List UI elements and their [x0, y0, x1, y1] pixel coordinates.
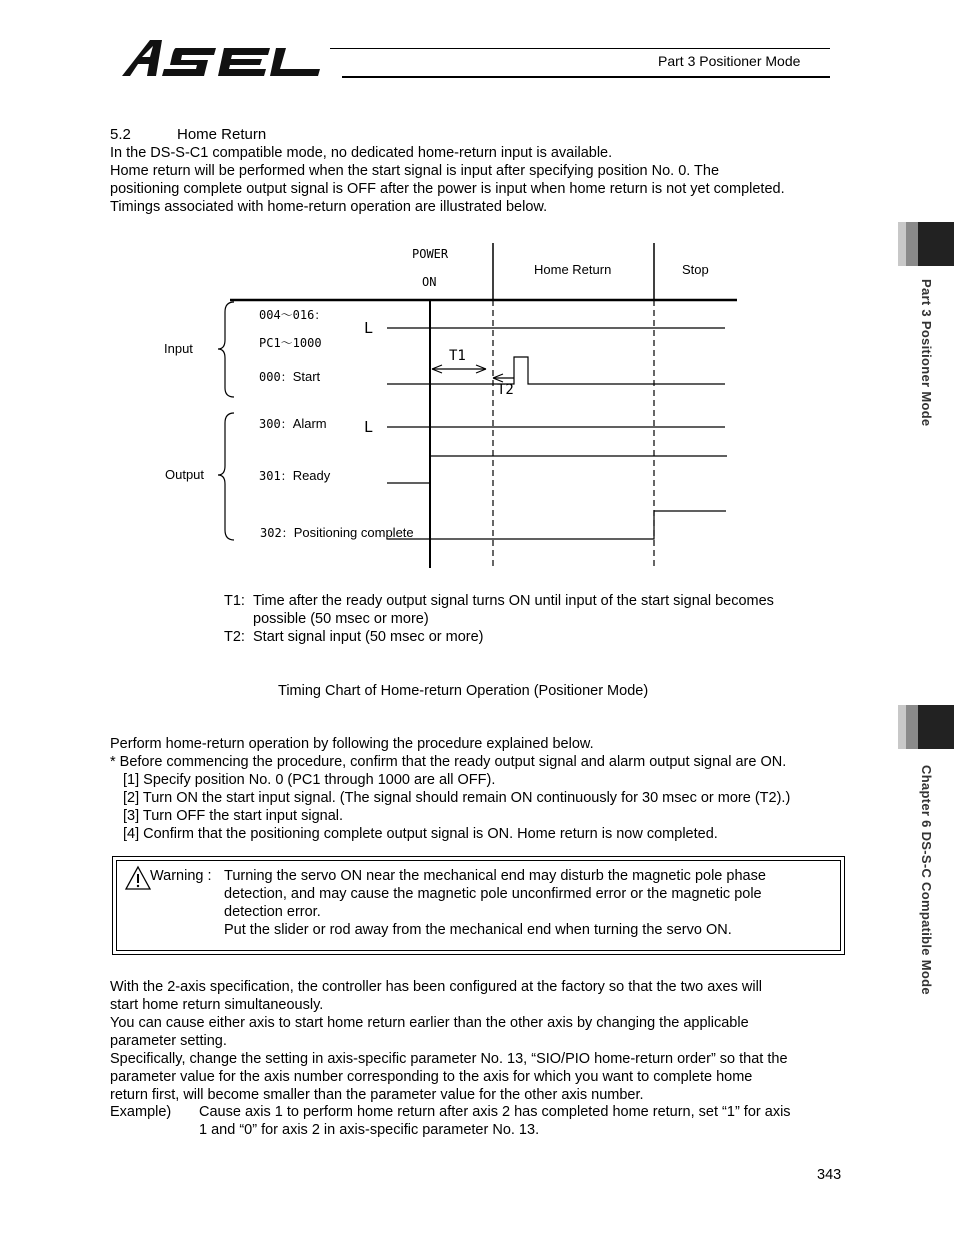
example-line1: Cause axis 1 to perform home return after axis 2 has completed home return, set “1” for axis: [199, 1104, 791, 1120]
signal-start-line: [387, 357, 725, 384]
procedure-note: * Before commencing the procedure, confirm that the ready output signal and alarm output signal are ON.: [110, 754, 787, 770]
two-axis-line: You can cause either axis to start home return earlier than the other axis by changing the applicable: [110, 1015, 749, 1031]
intro-line: Home return will be performed when the start signal is input after specifying position No. 0. The: [110, 163, 720, 179]
signal-004-016-label: 004～016：: [259, 308, 327, 322]
note-t1-line1: Time after the ready output signal turns ON until input of the start signal becomes: [253, 593, 774, 609]
note-t2-key: T2:: [224, 629, 245, 645]
procedure-step: [3] Turn OFF the start input signal.: [123, 808, 344, 824]
input-brace: [218, 302, 234, 397]
page-number: 343: [817, 1167, 842, 1183]
input-group-label: Input: [164, 341, 193, 356]
level-l-position: L: [364, 319, 374, 337]
signal-start-name: Start: [292, 369, 321, 384]
intro-line: positioning complete output signal is OFF after the power is input when home return is not yet completed.: [110, 181, 785, 197]
signal-complete-label: [260, 524, 414, 542]
signal-ready-label: [259, 467, 330, 485]
signal-alarm-label: [259, 415, 327, 433]
two-axis-line: parameter value for the axis number corresponding to the axis for which you want to complete home: [110, 1069, 753, 1085]
example-line2: 1 and “0” for axis 2 in axis-specific parameter No. 13.: [199, 1122, 540, 1138]
power-on-label-1: POWER: [412, 247, 449, 261]
example-label: Example): [110, 1104, 172, 1120]
figure-caption: Timing Chart of Home-return Operation (Positioner Mode): [278, 683, 649, 699]
signal-complete-code: 302：: [260, 526, 294, 540]
two-axis-line: Specifically, change the setting in axis-specific parameter No. 13, “SIO/PIO home-return order” so that the: [110, 1051, 788, 1067]
side-label-chapter: Chapter 6 DS-S-C Compatible Mode: [919, 765, 934, 995]
warning-icon: [124, 865, 152, 891]
signal-ready-name: Ready: [292, 468, 331, 483]
two-axis-line: With the 2-axis specification, the controller has been configured at the factory so that the two axes will: [110, 979, 763, 995]
signal-start-label: [259, 368, 320, 386]
section-title: Home Return: [177, 126, 267, 143]
note-t1-line2: possible (50 msec or more): [253, 611, 429, 627]
header-part-label: Part 3 Positioner Mode: [658, 53, 801, 69]
output-group-label: Output: [165, 467, 205, 482]
signal-ready-line: [387, 456, 727, 483]
procedure-intro: Perform home-return operation by following the procedure explained below.: [110, 736, 594, 752]
intro-line: Timings associated with home-return operation are illustrated below.: [110, 199, 548, 215]
warning-line: detection, and may cause the magnetic pole unconfirmed error or the magnetic pole: [224, 886, 762, 902]
signal-ready-code: 301：: [259, 469, 293, 483]
warning-line: detection error.: [224, 904, 321, 920]
two-axis-line: parameter setting.: [110, 1033, 227, 1049]
phase-stop-label: Stop: [682, 262, 709, 277]
signal-complete-name: Positioning complete: [293, 525, 414, 540]
signal-pc1-label: PC1～1000: [259, 336, 322, 350]
power-on-label-2: ON: [422, 275, 437, 289]
signal-alarm-name: Alarm: [292, 416, 327, 431]
intro-line: In the DS-S-C1 compatible mode, no dedicated home-return input is available.: [110, 145, 613, 161]
section-number: 5.2: [110, 126, 131, 143]
two-axis-paragraph: [110, 978, 788, 1104]
procedure-step: [1] Specify position No. 0 (PC1 through 1000 are all OFF).: [123, 772, 496, 788]
level-l-alarm: L: [364, 418, 374, 436]
t2-label: T2: [497, 382, 514, 398]
signal-start-code: 000：: [259, 370, 293, 384]
signal-complete-line: [387, 511, 726, 539]
two-axis-line: return first, will become smaller than the parameter value for the other axis number.: [110, 1087, 644, 1103]
procedure: [110, 735, 790, 843]
procedure-step: [2] Turn ON the start input signal. (The signal should remain ON continuously for 30 msec or more (T2).): [123, 790, 791, 806]
phase-home-return-label: Home Return: [534, 262, 612, 277]
warning-line: Put the slider or rod away from the mechanical end when turning the servo ON.: [224, 922, 732, 938]
note-t2-line1: Start signal input (50 msec or more): [253, 629, 484, 645]
output-brace: [218, 413, 234, 540]
two-axis-line: start home return simultaneously.: [110, 997, 324, 1013]
warning-line: Turning the servo ON near the mechanical end may disturb the magnetic pole phase: [224, 868, 766, 884]
procedure-step: [4] Confirm that the positioning complete output signal is ON. Home return is now completed.: [123, 826, 718, 842]
signal-alarm-code: 300：: [259, 417, 293, 431]
warning-label: Warning :: [150, 868, 212, 884]
warning-text: [224, 867, 766, 939]
t1-label: T1: [449, 348, 466, 364]
side-label-part: Part 3 Positioner Mode: [919, 279, 934, 427]
note-t1-key: T1:: [224, 593, 245, 609]
